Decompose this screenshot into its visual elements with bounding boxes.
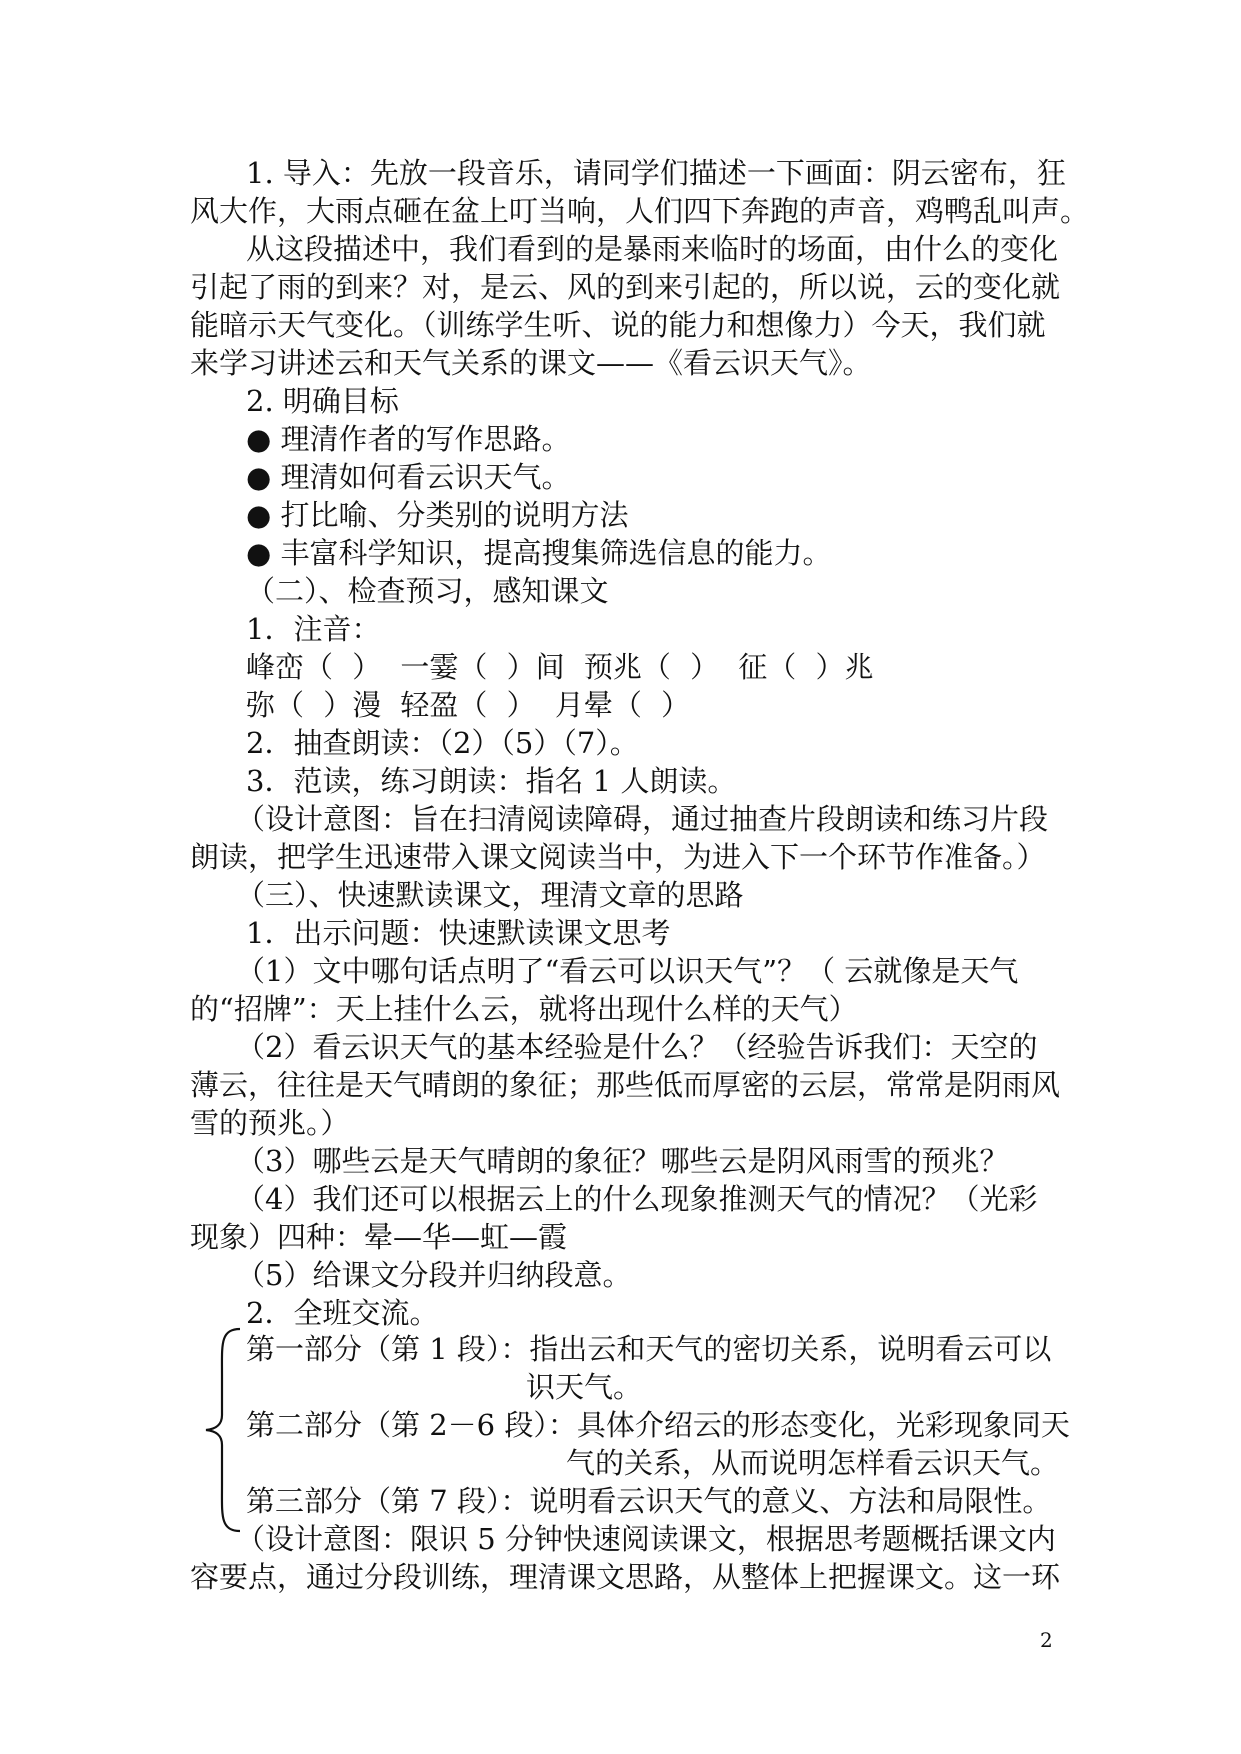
section-heading: （二）、检查预习，感知课文	[246, 574, 609, 608]
text-line: 雪的预兆。）	[190, 1106, 350, 1140]
text-line: （5）给课文分段并归纳段意。	[236, 1258, 632, 1292]
text-line: 朗读，把学生迅速带入课文阅读当中，为进入下一个环节作准备。）	[190, 840, 1046, 874]
outline-part-3: 第三部分（第 7 段）：说明看云识天气的意义、方法和局限性。	[246, 1484, 1052, 1518]
outline-part-2-cont: 气的关系，从而说明怎样看云识天气。	[566, 1446, 1060, 1480]
text-line: 薄云，往往是天气晴朗的象征；那些低而厚密的云层，常常是阴雨风	[190, 1068, 1061, 1102]
pinyin-line: 弥（ ）漫 轻盈（ ） 月晕（ ）	[246, 688, 691, 722]
text-line: （3）哪些云是天气晴朗的象征？哪些云是阴风雨雪的预兆？	[236, 1144, 1009, 1178]
text-line: 的“招牌”：天上挂什么云，就将出现什么样的天气）	[190, 992, 858, 1026]
bullet-item: ● 丰富科学知识，提高搜集筛选信息的能力。	[246, 536, 832, 570]
bullet-item: ● 理清如何看云识天气。	[246, 460, 571, 494]
curly-brace-icon	[200, 1325, 246, 1535]
text-line: 来学习讲述云和天气关系的课文——《看云识天气》。	[190, 346, 872, 380]
text-line: 2．抽查朗读：（2）（5）（7）。	[246, 726, 639, 760]
pinyin-line: 峰峦（ ） 一霎（ ）间 预兆（ ） 征（ ）兆	[246, 650, 874, 684]
text-line: 1. 导入：先放一段音乐，请同学们描述一下画面：阴云密布，狂	[246, 156, 1066, 190]
text-line: 从这段描述中，我们看到的是暴雨来临时的场面，由什么的变化	[246, 232, 1059, 266]
bullet-item: ● 打比喻、分类别的说明方法	[246, 498, 629, 532]
section-heading: （三）、快速默读课文，理清文章的思路	[236, 878, 744, 912]
text-line: 风大作，大雨点砸在盆上叮当响，人们四下奔跑的声音，鸡鸭乱叫声。	[190, 194, 1090, 228]
page-number: 2	[1040, 1628, 1053, 1652]
text-line: （1）文中哪句话点明了“看云可以识天气”？（ 云就像是天气	[236, 954, 1019, 988]
text-line: 1．出示问题：快速默读课文思考	[246, 916, 671, 950]
outline-part-2: 第二部分（第 2－6 段）：具体介绍云的形态变化，光彩现象同天	[246, 1408, 1070, 1442]
text-line: 2．全班交流。	[246, 1296, 439, 1330]
text-line: （设计意图：限识 5 分钟快速阅读课文，根据思考题概括课文内	[236, 1522, 1056, 1556]
text-line: 现象）四种：晕—华—虹—霞	[190, 1220, 568, 1254]
bullet-item: ● 理清作者的写作思路。	[246, 422, 571, 456]
text-line: （设计意图：旨在扫清阅读障碍，通过抽查片段朗读和练习片段	[236, 802, 1049, 836]
text-line: 引起了雨的到来？对，是云、风的到来引起的，所以说，云的变化就	[190, 270, 1061, 304]
outline-part-1-cont: 识天气。	[526, 1370, 643, 1404]
text-line: 能暗示天气变化。（训练学生听、说的能力和想像力）今天，我们就	[190, 308, 1046, 342]
text-line: （4）我们还可以根据云上的什么现象推测天气的情况？（光彩	[236, 1182, 1038, 1216]
text-line: 3．范读，练习朗读：指名 1 人朗读。	[246, 764, 737, 798]
text-line: 容要点，通过分段训练，理清课文思路，从整体上把握课文。这一环	[190, 1560, 1061, 1594]
outline-part-1: 第一部分（第 1 段）：指出云和天气的密切关系，说明看云可以	[246, 1332, 1052, 1366]
text-line: 1．注音：	[246, 612, 381, 646]
text-line: （2）看云识天气的基本经验是什么？（经验告诉我们：天空的	[236, 1030, 1038, 1064]
text-line: 2. 明确目标	[246, 384, 399, 418]
